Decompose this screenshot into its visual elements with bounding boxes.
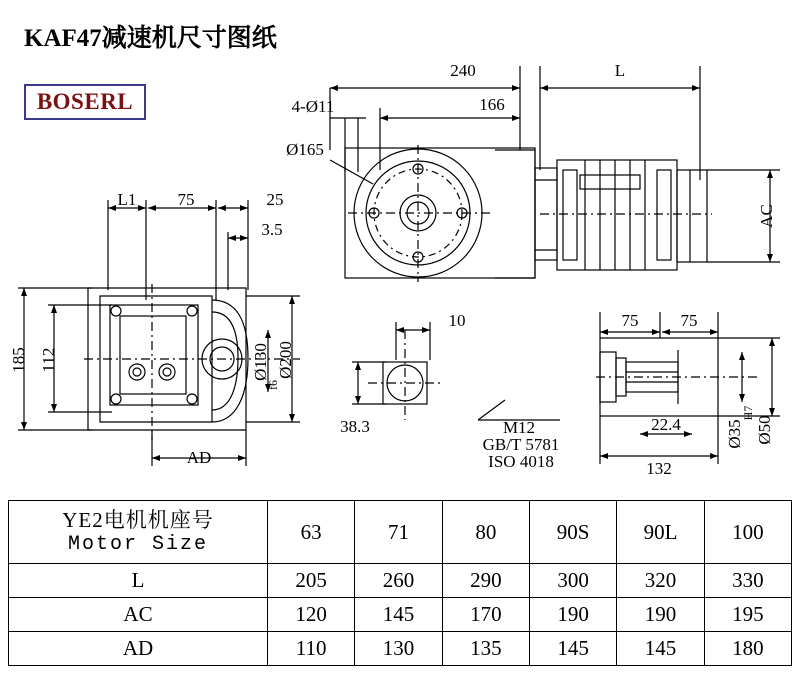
table-header-en: Motor Size	[67, 532, 209, 556]
motor-size-table	[8, 500, 792, 666]
dim-240-label: 240	[450, 61, 476, 80]
dim-25-label: 25	[266, 190, 284, 209]
dim-166-label: 166	[479, 95, 505, 114]
table-row	[9, 598, 792, 632]
table-cell-AC-2: 170	[442, 598, 529, 632]
table-row	[9, 632, 792, 666]
table-cell-L-3: 300	[529, 564, 616, 598]
dim-4xd11-label: 4-Ø11	[291, 97, 335, 116]
dim-185-label: 185	[9, 347, 28, 373]
dim-d130-label: Ø130	[251, 343, 270, 381]
dim-d130-tol: f6	[266, 380, 280, 390]
bolt-m12-label: M12	[502, 418, 536, 437]
std-gbt5781-label: GB/T 5781	[482, 435, 560, 454]
table-cell-L-5: 330	[704, 564, 791, 598]
table-row-label-AC: AC	[9, 598, 268, 632]
std-iso4018-label: ISO 4018	[488, 452, 554, 471]
dim-132-label: 132	[646, 459, 672, 478]
table-header-size-0: 63	[268, 501, 355, 564]
table-cell-AC-4: 190	[617, 598, 704, 632]
brand-logo-text: BOSERL	[36, 89, 134, 114]
table-cell-AD-3: 145	[529, 632, 616, 666]
table-row	[9, 564, 792, 598]
dim-3-5-label: 3.5	[261, 220, 283, 239]
dim-10-label: 10	[448, 311, 466, 330]
table-header-size-1: 71	[355, 501, 442, 564]
table-cell-AD-1: 130	[355, 632, 442, 666]
dim-AD-label: AD	[186, 448, 212, 467]
table-cell-AC-0: 120	[268, 598, 355, 632]
table-cell-L-4: 320	[617, 564, 704, 598]
dim-75-left-label: 75	[177, 190, 195, 209]
table-cell-AD-5: 180	[704, 632, 791, 666]
table-header-size-4: 90L	[617, 501, 704, 564]
table-cell-AD-0: 110	[268, 632, 355, 666]
table-cell-AC-5: 195	[704, 598, 791, 632]
dim-112-label: 112	[39, 347, 58, 373]
table-header-size-5: 100	[704, 501, 791, 564]
dim-75a-label: 75	[621, 311, 639, 330]
table-row-label-AD: AD	[9, 632, 268, 666]
dim-d35-label: Ø35	[725, 419, 744, 449]
table-cell-AD-4: 145	[617, 632, 704, 666]
table-cell-AC-3: 190	[529, 598, 616, 632]
table-header-size-2: 80	[442, 501, 529, 564]
page-title: KAF47减速机尺寸图纸	[24, 25, 277, 52]
table-header-row	[9, 501, 792, 564]
dim-d50-label: Ø50	[755, 415, 774, 445]
dim-d200-label: Ø200	[276, 341, 295, 379]
table-cell-L-0: 205	[268, 564, 355, 598]
dim-75b-label: 75	[680, 311, 698, 330]
table-cell-L-1: 260	[355, 564, 442, 598]
table-cell-AD-2: 135	[442, 632, 529, 666]
dim-L1-label: L1	[117, 190, 137, 209]
table-header-motor-size	[9, 501, 268, 564]
table-header-cn: YE2电机机座号	[62, 508, 214, 533]
table-cell-L-2: 290	[442, 564, 529, 598]
dim-AC-label: AC	[757, 204, 776, 228]
dim-38-3-label: 38.3	[340, 417, 370, 436]
dim-d35-tol: H7	[741, 405, 755, 421]
table-cell-AC-1: 145	[355, 598, 442, 632]
dim-L-top-label: L	[614, 61, 626, 80]
dim-22-4-label: 22.4	[651, 415, 681, 434]
dim-d165-label: Ø165	[286, 140, 324, 159]
table-row-label-L: L	[9, 564, 268, 598]
table-header-size-3: 90S	[529, 501, 616, 564]
